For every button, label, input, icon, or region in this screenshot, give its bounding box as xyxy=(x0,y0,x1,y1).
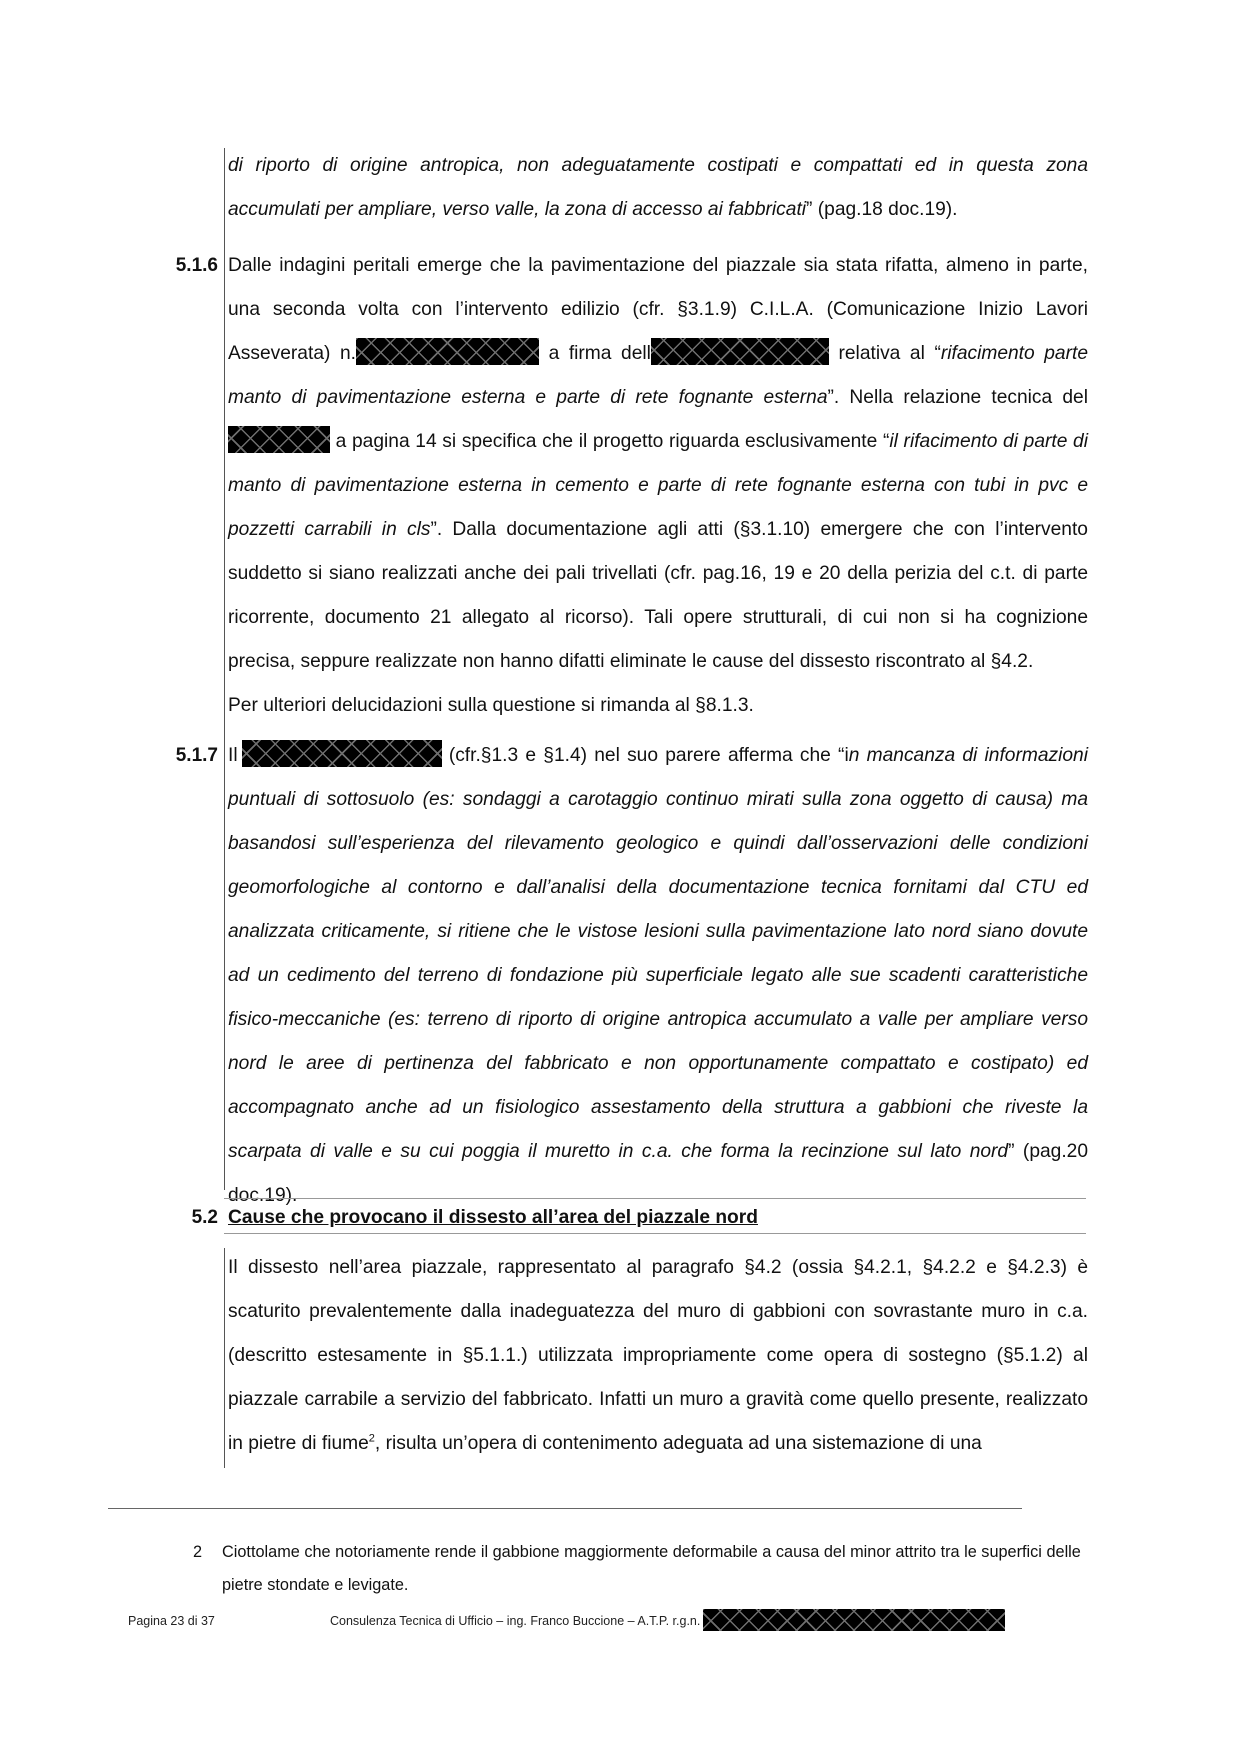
redacted-block xyxy=(651,338,829,365)
paragraph-text: Dalle indagini peritali emerge che la pavimentazione del piazzale sia stata rifatta, almeno in parte, una seconda volta con l’intervento edilizio (cfr. §3.1.9) C.I.L.A. (Comunicazione Inizio Lavori Asseverata) n. xyxy=(228,255,1088,364)
paragraph-text: (cfr.§1.3 e §1.4) nel suo parere afferma che “i xyxy=(448,745,849,766)
paragraph-text: ”. Dalla documentazione agli atti (§3.1.10) emergere che con l’intervento suddetto si siano realizzati anche dei pali trivellati (cfr. pag.16, 19 e 20 della perizia del c.t. di parte ricorrente, documento 21 allegato al ricorso). Tali opere strutturali, di cui non si ha cognizione precisa, seppure realizzate non hanno difatti eliminate le cause del dissesto riscontrato al §4.2. xyxy=(228,519,1088,672)
margin-line xyxy=(224,1248,225,1468)
paragraph-text: a pagina 14 si specifica che il progetto riguarda esclusivamente “ xyxy=(335,431,890,452)
footnote-reference[interactable]: 2 xyxy=(368,1432,375,1445)
section-title: Cause che provocano il dissesto all’area del piazzale nord xyxy=(228,1207,758,1228)
section-paragraph-5-1-7 xyxy=(228,734,1088,1218)
quoted-text: rifacimento parte manto di pavimentazione esterna e parte di rete fognante esterna xyxy=(228,343,1088,408)
section-paragraph-5-1-6 xyxy=(228,244,1088,728)
paragraph-text: , risulta un’opera di contenimento adeguata ad una sistemazione di una xyxy=(374,1433,982,1454)
quoted-text: di riporto di origine antropica, non adeguatamente costipati e compattati ed in questa zona accumulati per ampliare, verso valle, la zona di accesso ai fabbricati xyxy=(228,155,1088,220)
section-paragraph-5-2 xyxy=(228,1246,1088,1466)
redacted-block xyxy=(356,338,539,365)
section-number: 5.1.7 xyxy=(175,745,218,766)
footer-credit: Consulenza Tecnica di Ufficio – ing. Franco Buccione – A.T.P. r.g.n. xyxy=(330,1614,701,1628)
quoted-text: il rifacimento di parte di manto di pavimentazione esterna in cemento e parte di rete fognante esterna con tubi in pvc e pozzetti carrabili in cls xyxy=(228,431,1088,540)
footnote-separator xyxy=(108,1508,1022,1509)
heading-rule xyxy=(224,1198,1086,1199)
redacted-block xyxy=(228,426,330,453)
redacted-block xyxy=(703,1609,1005,1631)
paragraph-text: ” (pag.18 doc.19). xyxy=(806,199,958,220)
paragraph-text: a firma dell xyxy=(548,343,651,364)
footer-text xyxy=(330,1609,1005,1633)
quoted-text: n mancanza di informazioni puntuali di sottosuolo (es: sondaggi a carotaggio continuo mirati sulla zona oggetto di causa) ma basandosi sull’esperienza del rilevamento geologico e quindi dall’osservazioni delle condizioni geomorfologiche al contorno e dall’analisi della documentazione tecnica fornitami dal CTU ed analizzata criticamente, si ritiene che le vistose lesioni sulla pavimentazione lato nord siano dovute ad un cedimento del terreno di fondazione più superficiale legato alle sue scadenti caratteristiche fisico-meccaniche (es: terreno di riporto di origine antropica accumulato a valle per ampliare verso nord le aree di pertinenza del fabbricato e non opportunamente compattato e costipato) ed accompagnato anche ad un fisiologico assestamento della struttura a gabbioni che riveste la scarpata di valle e su cui poggia il muretto in c.a. che forma la recinzione sul lato nord xyxy=(228,745,1088,1162)
redacted-block xyxy=(242,740,442,767)
paragraph-text: relativa al “ xyxy=(838,343,941,364)
paragraph-text: ”. Nella relazione tecnica del xyxy=(827,387,1088,408)
paragraph-text: Il xyxy=(228,745,238,766)
page-number: Pagina 23 di 37 xyxy=(128,1614,215,1628)
heading-rule xyxy=(224,1233,1086,1234)
section-number: 5.2 xyxy=(191,1207,218,1228)
footnote-number: 2 xyxy=(193,1543,203,1561)
paragraph-text: Per ulteriori delucidazioni sulla questione si rimanda al §8.1.3. xyxy=(228,695,754,716)
continued-paragraph xyxy=(228,144,1088,232)
paragraph-text: ” (pag.20 doc.19). xyxy=(228,1141,1089,1206)
margin-line xyxy=(224,148,225,1190)
footnote-text: Ciottolame che notoriamente rende il gabbione maggiormente deformabile a causa del minor attrito tra le superfici delle pietre stondate e levigate. xyxy=(222,1543,1081,1594)
paragraph-text: Il dissesto nell’area piazzale, rappresentato al paragrafo §4.2 (ossia §4.2.1, §4.2.2 e §4.2.3) è scaturito prevalentemente dalla inadeguatezza del muro di gabbioni con sovrastante muro in c.a. (descritto estesamente in §5.1.1.) utilizzata impropriamente come opera di sostegno (§5.1.2) al piazzale carrabile a servizio del fabbricato. Infatti un muro a gravità come quello presente, realizzato in pietre di fiume xyxy=(228,1257,1088,1454)
section-number: 5.1.6 xyxy=(175,255,218,276)
